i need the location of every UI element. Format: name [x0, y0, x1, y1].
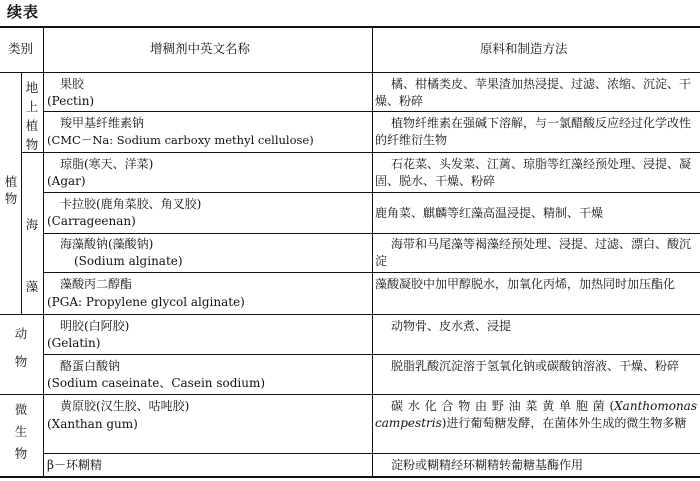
method: 海带和马尾藻等褐藻经预处理、浸提、过滤、漂白、酸沉淀 [375, 237, 692, 268]
header-method: 原料和制造方法 [480, 41, 568, 56]
name-en: (CMC－Na: Sodium carboxy methyl cellulose) [47, 133, 314, 147]
name-cn: 酪蛋白酸钠 [60, 359, 121, 373]
header-rule [0, 72, 700, 73]
row-rule [22, 152, 700, 153]
method: 鹿角菜、麒麟等红藻高温浸提、精制、干燥 [375, 206, 604, 220]
category-animal: 动物 [14, 326, 28, 369]
method: 藻酸凝胶中加甲醇脱水，加氧化丙烯，加热同时加压酯化 [375, 277, 676, 291]
category-plant: 植物 [4, 174, 18, 206]
continued-table-title: 续表 [7, 3, 40, 21]
method-part: )进行葡萄糖发酵，在菌体外生成的微生物多糖 [441, 416, 687, 430]
subcategory-land: 地上植物 [25, 80, 39, 152]
name-en: (Agar) [47, 174, 86, 188]
method: 橘、柑橘类皮、苹果渣加热浸提、过滤、浓缩、沉淀、干燥、粉碎 [375, 77, 692, 108]
name-cn: 藻酸丙二醇酯 [60, 277, 133, 291]
name-cn: 明胶(白阿胶) [60, 319, 130, 333]
thickener-table [0, 26, 700, 478]
name-en: (Gelatin) [47, 336, 101, 350]
name-en: (Xanthan gum) [47, 417, 138, 431]
method: 脱脂乳酸沉淀溶于氢氧化钠或碳酸钠溶液、干燥、粉碎 [391, 359, 680, 373]
bottom-rule [0, 476, 700, 478]
row-rule [0, 314, 700, 315]
name-en: (Sodium caseinate、Casein sodium) [47, 376, 266, 390]
header-name: 增稠剂中英文名称 [150, 41, 251, 56]
method: 石花菜、头发菜、江蓠、琼脂等红藻经预处理、浸提、凝固、脱水、干燥、粉碎 [375, 157, 692, 188]
category-microbe: 微生物 [14, 402, 28, 461]
name-cn: 果胶 [60, 77, 85, 91]
name-en: (Pectin) [47, 94, 95, 108]
name-en: (Sodium alginate) [74, 254, 183, 268]
header-category: 类别 [8, 41, 34, 56]
species-name: Xanthomonas campestris [375, 399, 697, 430]
method: 植物纤维素在强碱下溶解，与一氯醋酸反应经过化学改性的纤维衍生物 [375, 116, 692, 147]
col-rule [372, 28, 373, 476]
name-en: (Carrageenan) [47, 214, 136, 228]
method-part: 碳水化合物由野油菜黄单胞菌( [391, 399, 615, 413]
subcat-rule [21, 73, 22, 314]
name-cn: 琼脂(寒天、洋菜) [60, 157, 154, 171]
method: 淀粉或糊精经环糊精转葡糖基酶作用 [391, 458, 584, 472]
name-cn: β－环糊精 [47, 458, 102, 472]
method: 动物骨、皮水煮、浸提 [391, 319, 512, 333]
name-cn: 海藻酸钠(藻酸钠) [60, 237, 154, 251]
method [375, 398, 697, 432]
name-cn: 羧甲基纤维素钠 [60, 116, 145, 130]
col-rule [43, 28, 44, 476]
row-rule [0, 394, 700, 395]
name-en: (PGA: Propylene glycol alginate) [47, 295, 245, 309]
name-cn: 黄原胶(汉生胶、咕吨胶) [60, 399, 190, 413]
top-rule [0, 26, 700, 28]
name-cn: 卡拉胶(鹿角菜胶、角叉胶) [60, 197, 202, 211]
subcategory-seaweed: 海藻 [25, 217, 39, 294]
